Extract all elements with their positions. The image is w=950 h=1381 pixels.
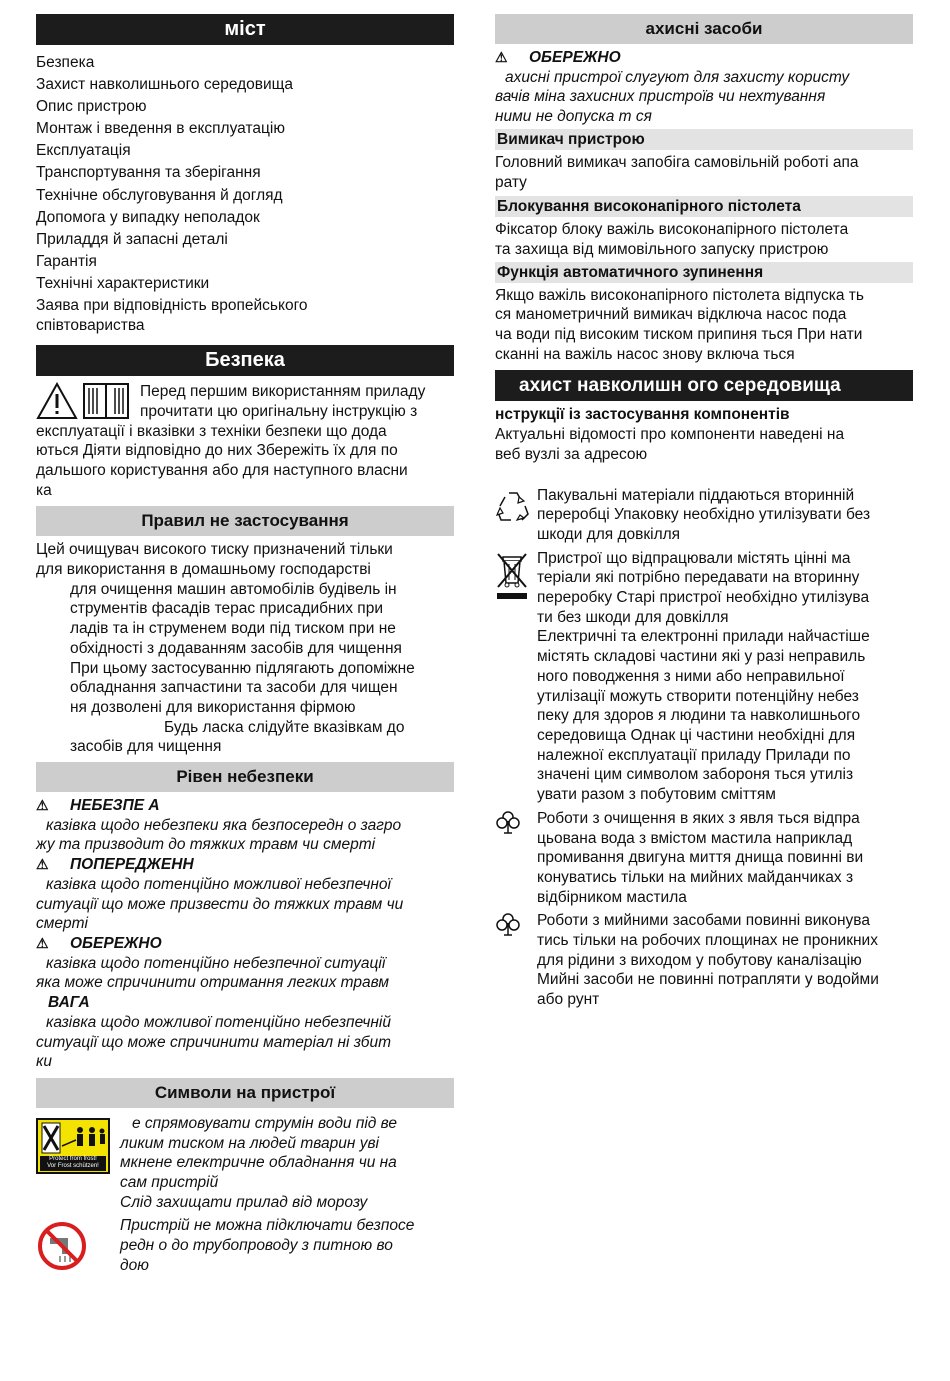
weee-text: пеку для здоров я людини та навколишнього [537,707,861,725]
symbol-text: мкнене електричне обладнання чи на [120,1154,397,1172]
usage-heading: Правил не застосування [36,506,454,536]
weee-text: увати разом з побутовим сміттям [537,786,776,804]
toc-item[interactable]: Гарантія [36,252,97,270]
usage-indented-line: обладнання запчастини та засоби для чищен [70,679,398,697]
detergent-text: тись тільки на робочих площинах не проникних [537,932,878,950]
recycling-text: шкоди для довкілля [537,525,681,543]
table-of-contents [36,52,454,335]
toc-item[interactable]: Приладдя й запасні деталі [36,230,228,248]
notice-text: ки [36,1053,52,1071]
caution-label: ⚠ ОБЕРЕЖНО [36,935,162,952]
toc-item[interactable]: Транспортування та зберігання [36,164,261,182]
weee-text: містять складові частини які у разі неправиль [537,648,866,666]
manual-book-icon [83,382,129,420]
danger-text: жу та призводит до тяжких травм чи смерті [36,836,376,854]
symbol-text: е спрямовувати струмін води під ве [132,1114,398,1132]
symbol-text: дою [120,1256,149,1274]
recycling-text: переробці Упаковку необхідно утилізувати без [537,506,871,524]
gun-lock-subheading: Блокування високонапірного пістолета [495,196,913,217]
environment-tree-icon [495,911,521,937]
autostop-text: ча води під високим тиском припиня ться При нати [495,326,863,344]
toc-item[interactable]: Допомога у випадку неполадок [36,208,260,226]
autostop-text: сканні на важіль насос знову включа ться [495,345,795,363]
symbol-text: сам пристрій [120,1174,219,1192]
weee-text: теріали які потрібно передавати на вторинну [537,569,860,587]
oil-separator-text: Роботи з очищення в яких з явля ться відпра [537,809,860,827]
usage-indented-line: ладів та ін струменем води під тиском при не [70,620,396,638]
safety-intro-line: прочитати цю оригінальну інструкцію з [140,402,418,420]
protective-section [495,48,913,364]
components-text: веб вузлі за адресою [495,445,648,463]
notice-text: казівка щодо можливої потенційно небезпечній [46,1013,391,1031]
oil-separator-text: конуватись тільки на мийних майданчиках з [537,868,854,886]
switch-text: Головний вимикач запобіга самовільній роботі апа [495,153,859,171]
frost-warning-sticker-icon [36,1118,110,1174]
weee-item [495,549,913,805]
weee-text: середовища Однак ці частини необхідні для [537,726,856,744]
warning-icon [36,382,78,420]
usage-indented-line: При цьому застосуванню підлягають допоміжне [70,659,415,677]
usage-note-line: Будь ласка слідуйте вказівкам до [164,718,405,736]
warning-triangle-icon: ⚠ [36,856,49,873]
usage-line: Цей очищувач високого тиску призначений тільки [36,541,393,559]
danger-label: ⚠ НЕБЕЗПЕ А [36,797,160,815]
autostop-text: Якщо важіль високонапірного пістолета відпуска ть [495,286,864,304]
device-symbols [36,1114,454,1276]
usage-section [36,540,454,757]
toc-item[interactable]: Експлуатація [36,142,131,160]
toc-item[interactable]: Захист навколишнього середовища [36,76,294,94]
symbol-text: ликим тиском на людей тварин уві [120,1134,379,1152]
toc-item[interactable]: співтовариства [36,317,145,335]
oil-separator-text: відбірником мастила [537,888,687,906]
caution-text: ними не допуска т ся [495,108,652,126]
recycling-icon [495,488,531,524]
usage-indented-line: обхідності з додаванням засобів для чищення [70,639,402,657]
weee-text: утилізації можуть створити потенційну небез [537,687,859,705]
usage-line: для використання в домашньому господарстві [36,561,371,579]
detergent-text: для рідини з виходом у побутову каналізацію [537,951,862,969]
notice-text: ситуації що може спричинити матеріал ні збит [36,1033,392,1051]
toc-heading: міст [36,14,454,45]
weee-text: ного поводження з ними або неправильної [537,667,845,685]
recycling-text: Пакувальні матеріали піддаються вторинній [537,486,855,504]
autostop-subheading: Функція автоматичного зупинення [495,262,913,283]
autostop-text: ся манометричний вимикач відключа насос пода [495,306,847,324]
gun-lock-text: Фіксатор блоку важіль високонапірного пістолета [495,221,849,239]
weee-text: Пристрої що відпрацювали містять цінні ма [537,549,851,567]
switch-subheading: Вимикач пристрою [495,129,913,150]
warning-triangle-icon: ⚠ [36,935,49,951]
warning-label: ⚠ ПОПЕРЕДЖЕНН [36,856,194,874]
usage-indented-line: струментів фасадів терас присадибних при [70,600,383,618]
environment-heading: ахист навколишн ого середовища [495,370,913,401]
usage-indented-line: для очищення машин автомобілів будівель ін [70,580,397,598]
notice-label: ВАГА [48,994,90,1012]
toc-item[interactable]: Безпека [36,54,95,71]
safety-intro-line: експлуатації і вказівки з техніки безпеки що дода [36,422,387,440]
danger-text: казівка щодо небезпеки яка безпосередн о загро [46,816,402,834]
crossed-bin-icon [495,551,529,601]
symbol-text: Слід захищати прилад від морозу [120,1193,368,1211]
warning-text: смерті [36,915,88,933]
switch-text: рату [495,173,527,191]
oil-separator-text: цьована вода з вмістом мастила наприклад [537,829,853,847]
warning-text: ситуації що може призвести до тяжких травм чи [36,895,404,913]
weee-text: переробку Старі пристрої необхідно утилізува [537,589,870,607]
warning-triangle-icon: ⚠ [36,797,49,814]
environment-section [495,405,913,1009]
safety-intro-line: ються Діяти відповідно до них Збережіть їх для по [36,442,398,460]
detergent-text: або рунт [537,991,600,1009]
toc-item[interactable]: Технічні характеристики [36,274,210,292]
symbol-text: Пристрій не можна підключати безпосе [120,1217,415,1235]
warning-text: казівка щодо потенційно можливої небезпечної [46,875,391,893]
sticker-label: Protect from frost! Vor Frost schützen! [47,1155,99,1170]
weee-text: ти без шкоди для довкілля [537,608,729,626]
components-text: Актуальні відомості про компоненти наведені на [495,426,845,444]
detergent-item [495,911,913,1010]
protective-heading: ахисні засоби [495,14,913,44]
usage-indented-line: ня дозволені для використання фірмою [70,698,356,716]
right-column [495,14,913,1010]
toc-item[interactable]: Монтаж і введення в експлуатацію [36,120,285,138]
safety-intro-line: дальшого користування або для наступного власни [36,461,408,479]
symbol-text: редн о до трубопроводу з питною во [120,1237,393,1255]
environment-tree-icon [495,809,521,835]
device-symbols-heading: Символи на пристрої [36,1078,454,1108]
toc-item[interactable]: Опис пристрою [36,98,147,116]
detergent-text: Мийні засоби не повинні потрапляти у водойми [537,971,879,989]
toc-item[interactable]: Технічне обслуговування й догляд [36,186,283,204]
caution-label: ⚠ ОБЕРЕЖНО [495,49,621,66]
usage-indented-line: засобів для чищення [70,738,222,756]
no-drinking-water-connection-icon [36,1220,88,1272]
weee-text: значені цим символом забороня ться утиліз [537,766,854,784]
weee-text: Електричні та електронні прилади найчастіше [537,628,870,646]
oil-separator-item [495,809,913,908]
caution-text: яка може спричинити отримання легких травм [36,974,390,992]
caution-text: вачів міна захисних пристроїв чи нехтування [495,88,826,106]
warning-triangle-icon: ⚠ [495,49,508,65]
danger-levels [36,796,454,1072]
weee-text: належної експлуатації приладу Прилади по [537,746,851,764]
components-subheading: нструкції із застосування компонентів [495,406,790,424]
safety-heading: Безпека [36,345,454,376]
safety-intro-line: ка [36,481,52,499]
oil-separator-text: промивання двигуна миття днища повинні ви [537,849,864,867]
recycling-item [495,486,913,545]
detergent-text: Роботи з мийними засобами повинні виконува [537,912,870,930]
safety-intro [36,382,454,500]
gun-lock-text: та захища від мимовільного запуску пристрою [495,240,829,258]
caution-text: казівка щодо потенційно небезпечної ситуації [46,954,386,972]
caution-text: ахисні пристрої слугуют для захисту користу [505,68,850,86]
danger-levels-heading: Рівен небезпеки [36,762,454,792]
left-column [36,14,454,1276]
safety-intro-line: Перед першим використанням приладу [140,383,426,401]
toc-item[interactable]: Заява при відповідність вропейського [36,297,308,315]
